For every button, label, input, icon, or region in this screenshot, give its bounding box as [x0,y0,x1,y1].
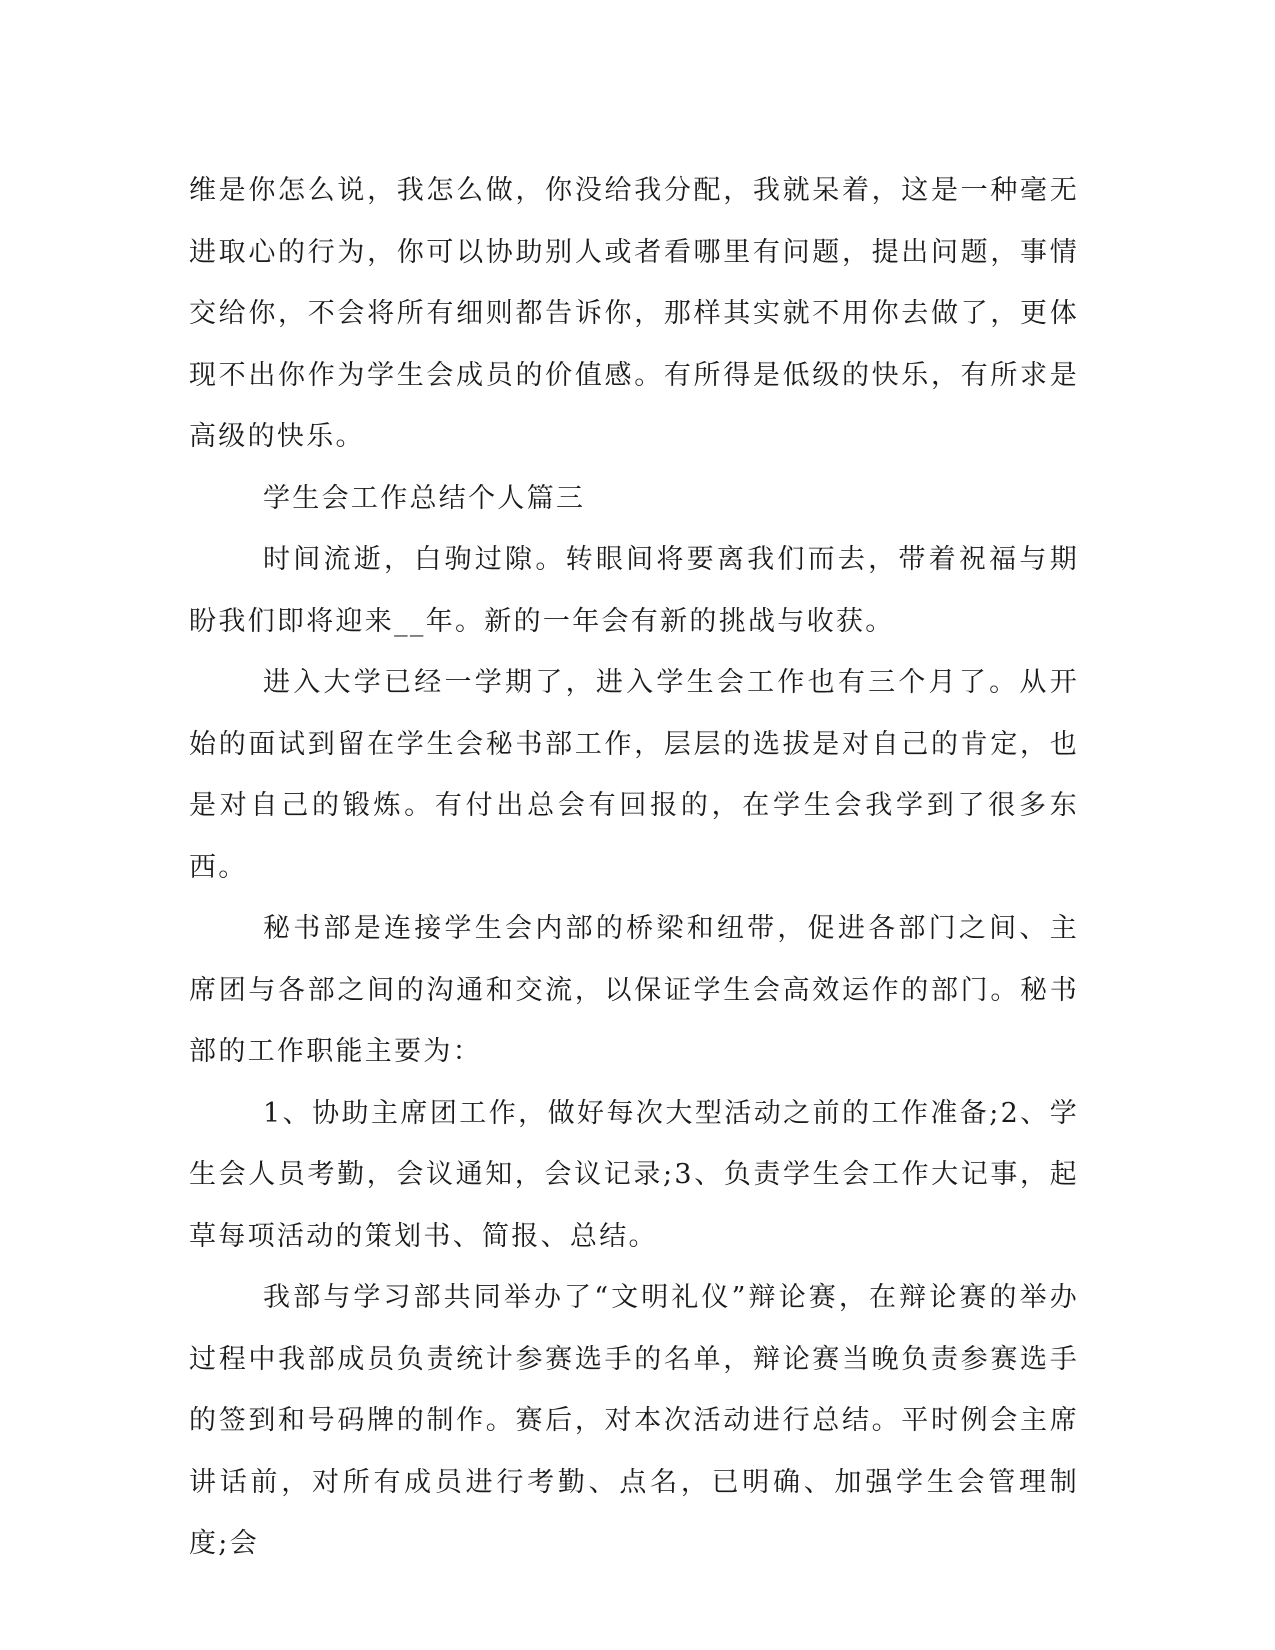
text-line: 时间流逝，白驹过隙。转眼间将要离我们而去，带着祝福与期盼 [189,544,1079,637]
paragraph-debate [189,1267,1079,1575]
text-line: 进入大学已经一学期了，进入学生会工作也有三个月了。从开始 [189,667,1079,760]
text-line: 程中我部成员负责统计参赛选手的名单，辩论赛当晚负责参赛选手的 [189,1343,1079,1436]
text-line: 1、协助主席团工作，做好每次大型活动之前的工作准备;2、学生 [189,1097,1079,1190]
text-line: 进取心的行为，你可以协助别人或者看哪里有问题，提出问题，事情 [189,236,1079,268]
text-line: 我们即将迎来__年。新的一年会有新的挑战与收获。 [218,605,895,637]
text-line: 的面试到留在学生会秘书部工作，层层的选拔是对自己的肯定，也是 [189,728,1079,821]
text-line: 交给你，不会将所有细则都告诉你，那样其实就不用你去做了，更体 [189,298,1079,329]
text-line: 话前，对所有成员进行考勤、点名，已明确、加强学生会管理制度;会 [189,1466,1079,1559]
text-line: 项活动的策划书、简报、总结。 [247,1220,658,1252]
text-line: 维是你怎么说，我怎么做，你没给我分配，我就呆着，这是一种毫无 [189,175,1079,206]
heading-text: 学生会工作总结个人篇三 [263,482,586,514]
document-body [189,160,1079,1575]
text-line: 对自己的锻炼。有付出总会有回报的，在学生会我学到了很多东西。 [189,790,1079,883]
text-line: 签到和号码牌的制作。赛后，对本次活动进行总结。平时例会主席讲 [189,1405,1079,1498]
text-line: 团与各部之间的沟通和交流，以保证学生会高效运作的部门。秘书部 [189,974,1079,1067]
text-line: 秘书部是连接学生会内部的桥梁和纽带，促进各部门之间、主席 [189,913,1079,1006]
text-line: 现不出你作为学生会成员的价值感。有所得是低级的快乐，有所求是 [189,359,1079,391]
text-line: 高级的快乐。 [189,421,365,452]
section-heading [189,468,1079,530]
paragraph-department [189,898,1079,1083]
paragraph-intro [189,529,1079,652]
text-line: 会人员考勤，会议通知，会议记录;3、负责学生会工作大记事，起草每 [189,1159,1079,1252]
text-line: 的工作职能主要为： [218,1036,483,1067]
paragraph-experience [189,652,1079,898]
paragraph-duties [189,1083,1079,1268]
text-line: 我部与学习部共同举办了“文明礼仪”辩论赛，在辩论赛的举办过 [189,1282,1079,1375]
paragraph-continuation [189,160,1079,468]
